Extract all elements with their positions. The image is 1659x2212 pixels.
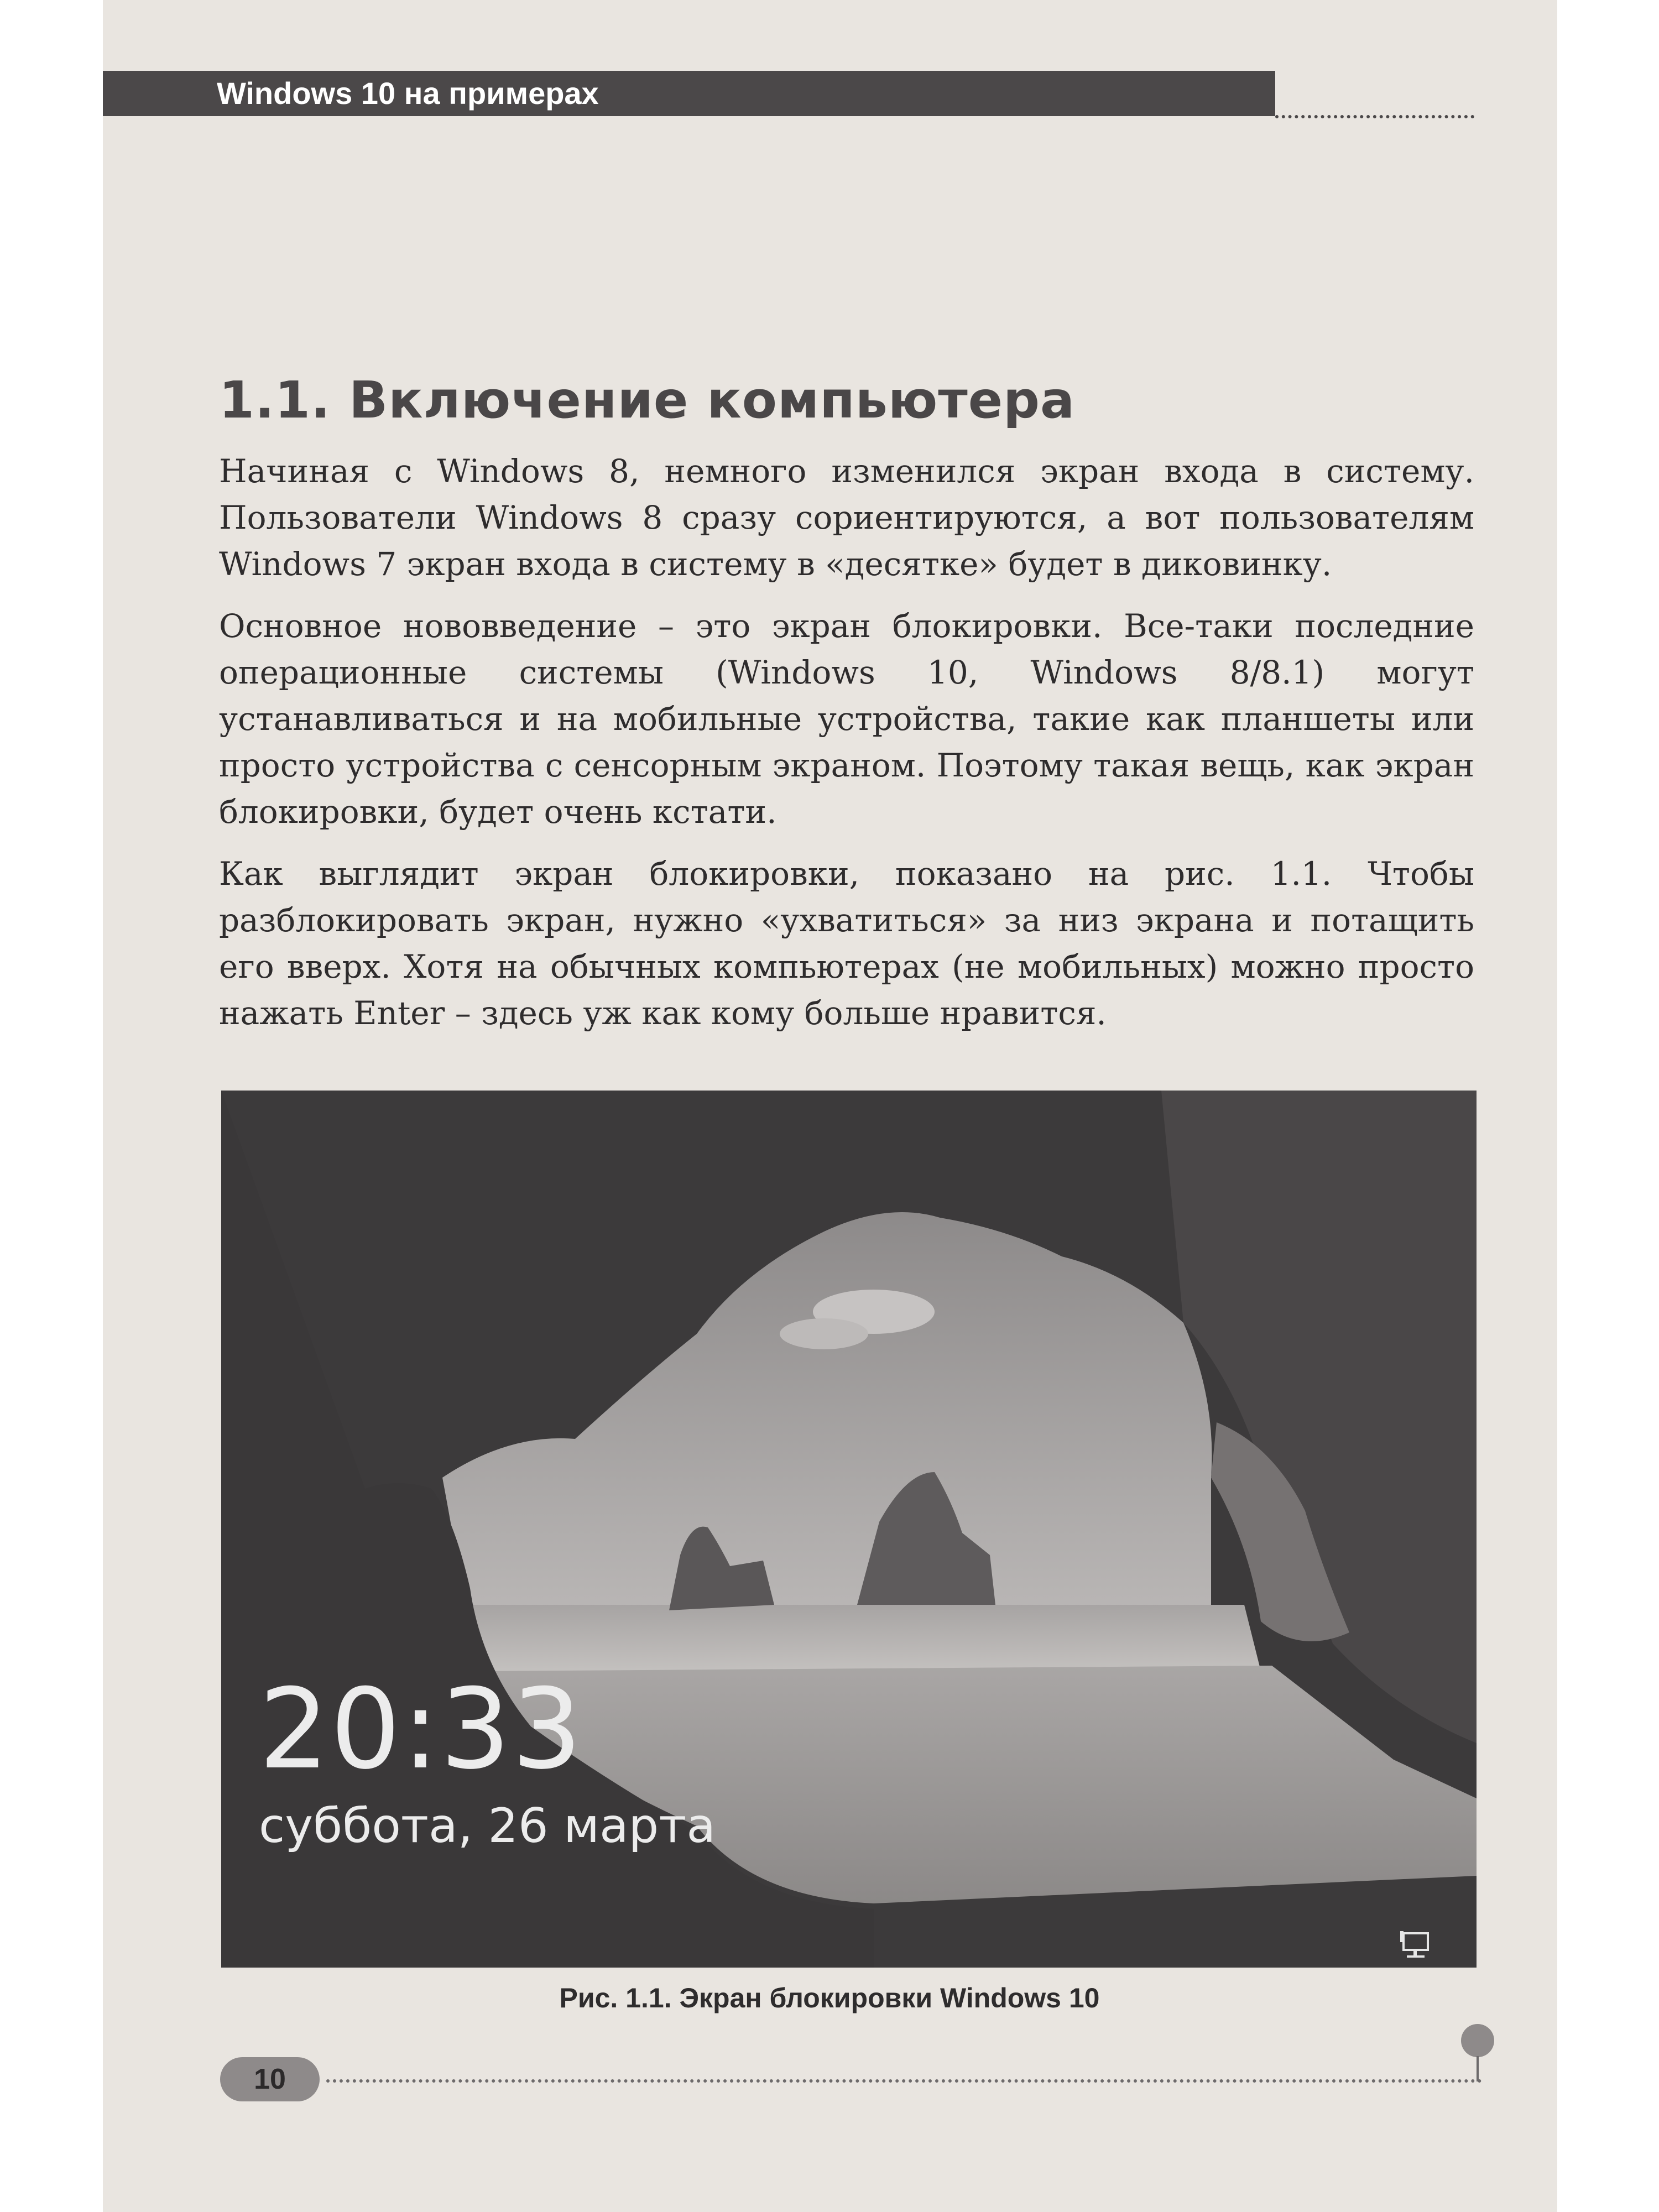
footer-bullet-icon — [1461, 2024, 1494, 2057]
lock-screen-time: 20:33 — [259, 1665, 583, 1794]
paragraph-2: Основное нововведение – это экран блокировки. Все-таки последние операционные системы (Windows 10, Windows 8/8.1) могут устанавливаться и на мобильные устройства, такие как планшеты или просто устройства с сенсорным экраном. Поэтому такая вещь, как экран блокировки, будет очень кстати. — [219, 607, 1474, 831]
paragraph-3: Как выглядит экран блокировки, показано на рис. 1.1. Чтобы разблокировать экран, нужно «ухватиться» за низ экрана и потащить его вверх. Хотя на обычных компьютерах (не мобильных) можно просто нажать Enter – здесь уж как кому больше нравится. — [219, 855, 1474, 1032]
lock-screen-figure — [221, 1091, 1477, 1968]
sea — [465, 1605, 1261, 1677]
network-icon[interactable] — [1399, 1930, 1434, 1961]
page-number: 10 — [220, 2057, 320, 2101]
running-header-title: Windows 10 на примерах — [217, 76, 599, 111]
section-title: 1.1. Включение компьютера — [219, 371, 1076, 430]
lock-screen-date: суббота, 26 марта — [259, 1798, 716, 1854]
paragraph-1: Начиная с Windows 8, немного изменился экран входа в систему. Пользователи Windows 8 сразу сориентируются, а вот пользователям Windows 7 экран входа в систему в «десятке» будет в диковинку. — [219, 452, 1474, 583]
figure-caption: Рис. 1.1. Экран блокировки Windows 10 — [559, 1983, 1100, 2013]
header-dotted-rule — [1275, 115, 1474, 118]
footer-bullet-stem — [1477, 2056, 1479, 2081]
footer-dotted-rule — [326, 2079, 1482, 2083]
